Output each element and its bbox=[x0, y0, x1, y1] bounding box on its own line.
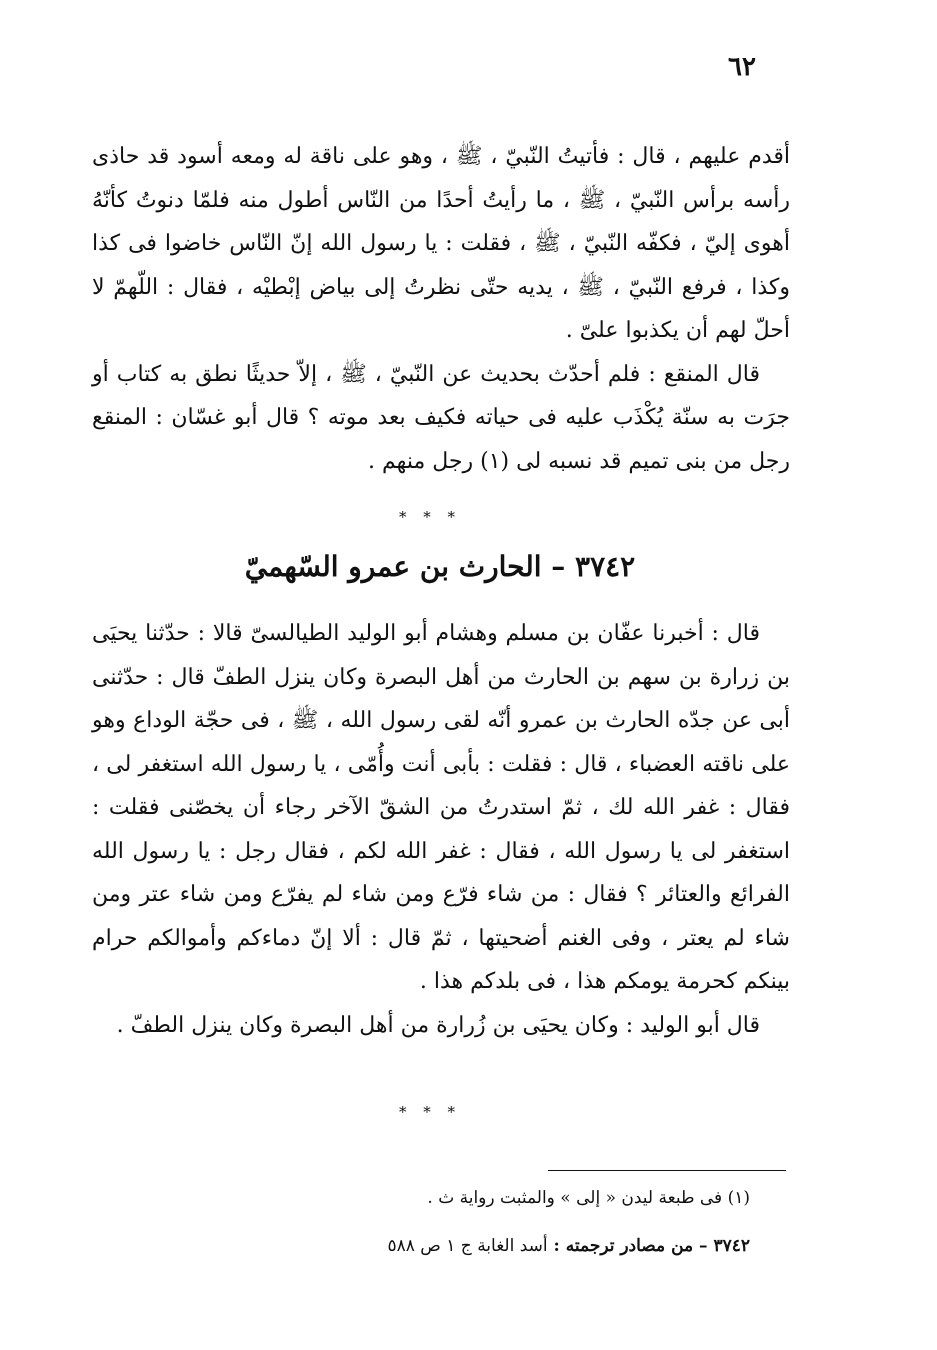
source-note-text: أسد الغابة ج ١ ص ٥٨٨ bbox=[387, 1236, 548, 1256]
page-number: ٦٢ bbox=[728, 52, 756, 82]
end-separator: * * * bbox=[398, 1103, 462, 1121]
footnote-divider bbox=[548, 1170, 786, 1171]
entry-paragraph-1: قال : أخبرنا عفّان بن مسلم وهشام أبو الوليد الطيالسىّ قالا : حدّثنا يحيَى بن زرارة بن سهم بن الحارث من أهل البصرة وكان ينزل الطفّ قال : حدّثنى أبى عن جدّه الحارث بن عمرو أنّه لقى رسول الله ، ﷺ ، فى حجّة الوداع وهو على ناقته العضباء ، قال : فقلت : بأبى أنت وأُمّى ، يا رسول الله استغفر لى ، فقال : غفر الله لك ، ثمّ استدرتُ من الشقّ الآخر رجاء أن يخصّنى فقلت : استغفر لى يا رسول الله ، فقال : غفر الله لكم ، فقال رجل : يا رسول الله الفرائع والعتائر ؟ فقال : من شاء فرّع ومن شاء لم يفرّع ومن شاء عتر ومن شاء لم يعتر ، وفى الغنم أضحيتها ، ثمّ قال : ألا إنّ دماءكم وأموالكم حرام بينكم كحرمة يومكم هذا ، فى بلدكم هذا . bbox=[92, 621, 790, 994]
source-note-label: ٣٧٤٢ – من مصادر ترجمته : bbox=[553, 1236, 750, 1256]
intro-paragraph-1: أقدم عليهم ، قال : فأتيتُ النّبيّ ، ﷺ ، وهو على ناقة له ومعه أسود قد حاذى رأسه برأس النّبيّ ، ﷺ ، ما رأيتُ أحدًا من النّاس أطول منه فلمّا دنوتُ كأنّهُ أهوى إليّ ، فكفّه النّبيّ ، ﷺ ، فقلت : يا رسول الله إنّ النّاس خاضوا فى كذا وكذا ، فرفع النّبيّ ، ﷺ ، يديه حتّى نظرتُ إلى بياض إبْطيْه ، فقال : اللّهمّ لا أحلّ لهم أن يكذبوا علىّ . bbox=[92, 144, 790, 343]
intro-text bbox=[92, 135, 790, 483]
entry-text bbox=[92, 612, 790, 1047]
entry-title: ٣٧٤٢ – الحارث بن عمرو السّهميّ bbox=[244, 550, 636, 583]
intro-paragraph-2: قال المنقع : فلم أحدّث بحديث عن النّبيّ ، ﷺ ، إلاّ حديثًا نطق به كتاب أو جرَت به سنّة يُكْذَب عليه فى حياته فكيف بعد موته ؟ قال أبو غسّان : المنقع رجل من بنى تميم قد نسبه لى (١) رجل منهم . bbox=[92, 361, 790, 474]
entry-paragraph-2: قال أبو الوليد : وكان يحيَى بن زُرارة من أهل البصرة وكان ينزل الطفّ . bbox=[116, 1012, 760, 1038]
section-separator: * * * bbox=[398, 508, 462, 526]
source-note bbox=[150, 1236, 750, 1256]
footnote-1: (١) فى طبعة ليدن « إلى » والمثبت رواية ث . bbox=[427, 1188, 750, 1208]
